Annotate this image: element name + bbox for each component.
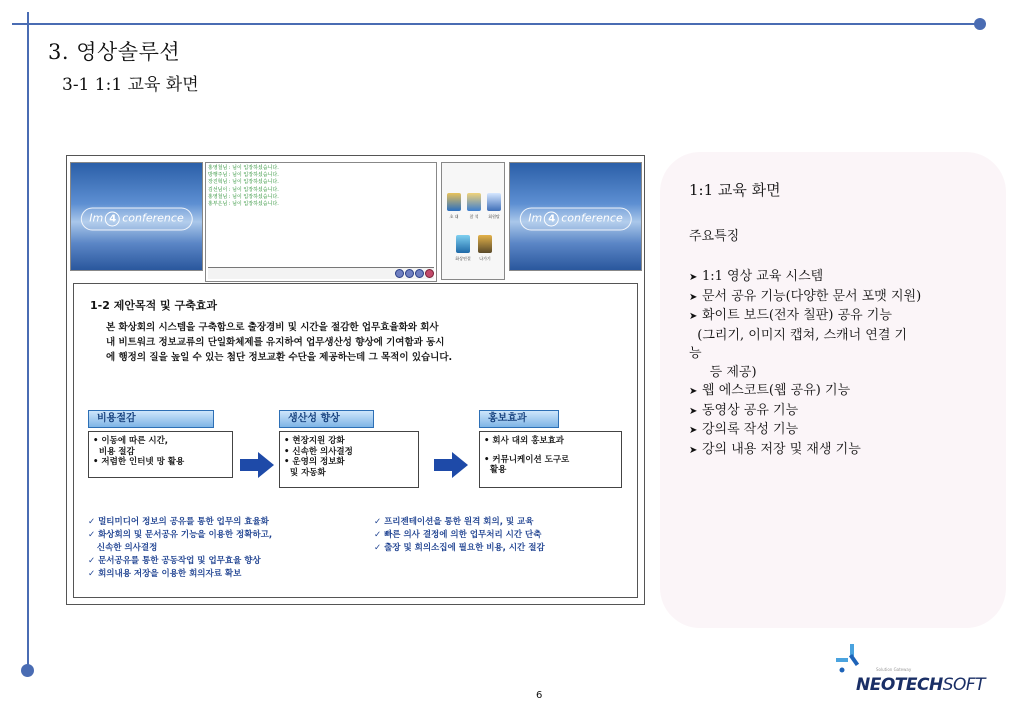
tool-caption: 나가기 <box>479 256 491 261</box>
chat-input[interactable] <box>208 267 434 279</box>
bullet-arrow-icon: ➤ <box>689 444 698 456</box>
chat-button-icon[interactable] <box>415 269 424 278</box>
panel-title: 1:1 교육 화면 <box>689 181 781 199</box>
feature-text: 동영상 공유 기능 <box>702 402 799 418</box>
chat-button-icon[interactable] <box>395 269 404 278</box>
brand-logo <box>820 640 1020 700</box>
conference-banner-right <box>509 162 642 271</box>
feature-text: 화이트 보드(전자 칠판) 공유 기능 <box>702 308 892 323</box>
benefits-right: ✓ 프리젠테이션을 통한 원격 회의, 및 교육 ✓ 빠른 의사 결정에 의한 업무처리 시간 단축 ✓ 출장 및 회의소집에 필요한 비용, 시간 절감 <box>374 517 545 553</box>
feature-item <box>689 288 999 308</box>
column-header-promotion: 홍보효과 <box>479 410 559 428</box>
chat-log <box>208 165 279 208</box>
section-description: 본 화상회의 시스템을 구축함으로 출장경비 및 시간을 절감한 업무효율화와 회사 내 비트워크 정보교류의 단일화체제를 유지하여 업무생산성 향상에 기여함과 동시 에 행정의 질을 높일 수 있는 첨단 정보교환 수단을 제공하는데 그 목적이 있습니다. <box>106 322 453 363</box>
invite-icon[interactable] <box>447 193 461 211</box>
column-box-productivity: • 현장지원 강화 • 신속한 의사결정 • 운영의 정보화 및 자동화 <box>279 431 419 488</box>
frame-top-line <box>12 23 982 25</box>
embedded-screenshot <box>66 155 645 605</box>
feature-text: 강의 내용 저장 및 재생 기능 <box>702 441 861 457</box>
tool-caption: 회원탈 <box>488 214 500 219</box>
chat-button-icon[interactable] <box>425 269 434 278</box>
benefits-left: ✓ 멀티미디어 정보의 공유를 통한 업무의 효율화 ✓ 화상회의 및 문서공유 기능을 이용한 정확하고, 신속한 의사결정 ✓ 문서공유를 통한 공동작업 및 업무효율 향상 ✓ 회의내용 저장을 이용한 회의자료 확보 <box>88 517 273 579</box>
neotech-mark-icon <box>830 640 870 680</box>
bullet-arrow-icon: ➤ <box>689 311 698 322</box>
video-connect-icon[interactable] <box>456 235 470 253</box>
feature-panel <box>660 152 1006 628</box>
frame-top-dot <box>974 18 986 30</box>
arrow-right-icon <box>240 452 274 478</box>
attend-icon[interactable] <box>467 193 481 211</box>
chat-window <box>205 162 437 282</box>
chat-line: 홍영철님 : 님이 입장하셨습니다. <box>208 165 279 171</box>
tool-panel <box>441 162 505 280</box>
tool-caption: 초 대 <box>449 214 459 219</box>
brand-name: NEOTECHSOFT <box>856 675 986 695</box>
feature-text: 웹 에스코트(웹 공유) 기능 <box>702 383 851 398</box>
bullet-arrow-icon: ➤ <box>689 291 698 303</box>
feature-item <box>689 402 999 422</box>
feature-item <box>689 441 999 461</box>
page-title: 3. 영상솔루션 <box>48 40 181 64</box>
tool-caption: 화상연결 <box>455 256 471 261</box>
feature-item <box>689 268 999 288</box>
feature-item <box>689 307 999 327</box>
column-header-cost: 비용절감 <box>88 410 214 428</box>
chat-line: 홍영철님 : 님이 입장하셨습니다. <box>208 193 279 200</box>
feature-item <box>689 364 999 383</box>
bullet-arrow-icon: ➤ <box>689 386 698 397</box>
tool-caption: 참 석 <box>469 214 479 219</box>
column-header-productivity: 생산성 향상 <box>279 410 374 428</box>
feature-item <box>689 421 999 441</box>
frame-left-line <box>27 12 29 672</box>
feature-text: (그리기, 이미지 캡쳐, 스캐너 연결 기 <box>689 327 908 343</box>
feature-text: 1:1 영상 교육 시스템 <box>702 269 824 284</box>
feature-text: 문서 공유 기능(다양한 문서 포맷 지원) <box>702 288 922 304</box>
conference-logo: Im 4 conference <box>519 208 631 231</box>
conference-logo: Im 4 conference <box>80 208 192 231</box>
exit-icon[interactable] <box>478 235 492 253</box>
page-number: 6 <box>536 690 543 701</box>
brand-tagline: Solution Gateway <box>876 667 912 672</box>
conference-banner-left <box>70 162 203 271</box>
page-subtitle: 3-1 1:1 교육 화면 <box>62 75 199 95</box>
members-icon[interactable] <box>487 193 501 211</box>
feature-item <box>689 345 999 364</box>
column-box-promotion: • 회사 대외 홍보효과 • 커뮤니케이션 도구로 활용 <box>479 431 622 488</box>
chat-line: 장진혁님 : 님이 입장하셨습니다. <box>208 179 279 186</box>
frame-left-dot <box>21 664 34 677</box>
panel-subtitle: 주요특징 <box>689 229 740 244</box>
arrow-right-icon <box>434 452 468 478</box>
feature-text: 강의록 작성 기능 <box>702 422 799 437</box>
proposal-section <box>73 283 638 598</box>
chat-button-icon[interactable] <box>405 269 414 278</box>
feature-item <box>689 327 999 346</box>
chat-line: 홍부은님 : 님이 입장하셨습니다. <box>208 201 279 208</box>
feature-text: 능 <box>689 346 702 361</box>
section-title: 1-2 제안목적 및 구축효과 <box>90 299 217 312</box>
column-box-cost: • 이동에 따른 시간, 비용 절감 • 저렴한 인터넷 망 활용 <box>88 431 233 478</box>
feature-list <box>689 268 999 460</box>
feature-text: 등 제공) <box>689 364 757 380</box>
bullet-arrow-icon: ➤ <box>689 405 698 417</box>
bullet-arrow-icon: ➤ <box>689 272 698 283</box>
chat-line: 김선님이 : 님이 입장하셨습니다. <box>208 186 279 193</box>
chat-line: 방행주님 : 님이 입장하셨습니다. <box>208 172 279 179</box>
bullet-arrow-icon: ➤ <box>689 425 698 436</box>
feature-item <box>689 382 999 402</box>
